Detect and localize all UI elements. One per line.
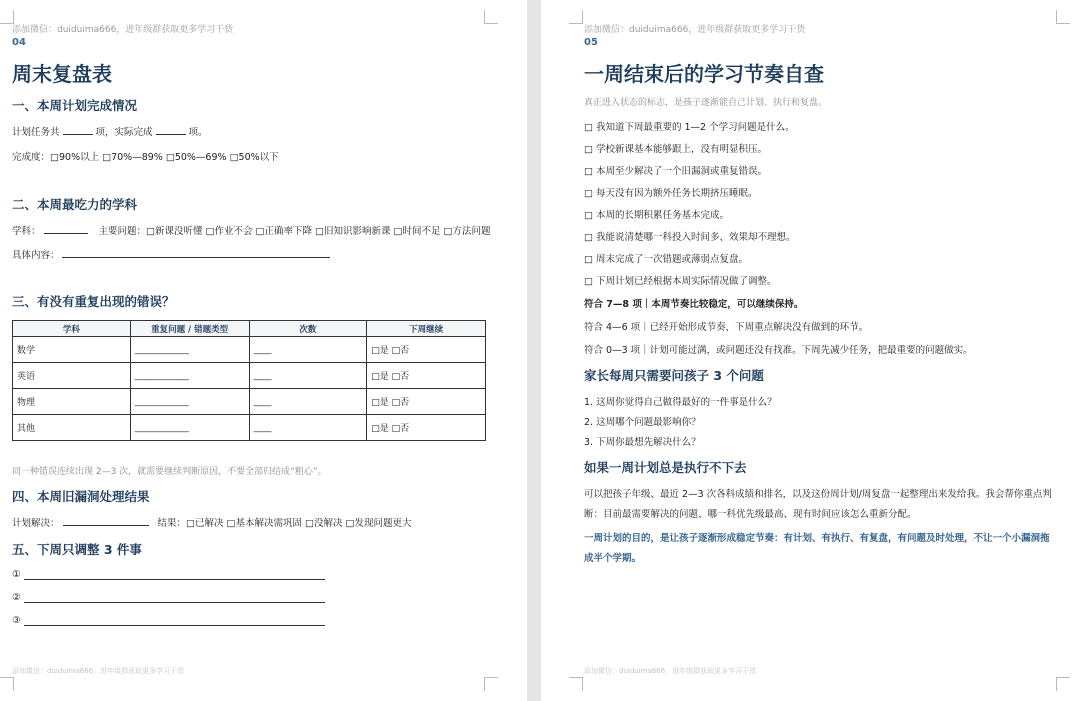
cell-continue[interactable]: □是 □否 — [367, 363, 486, 389]
closing-line-1: 一周计划的目的，是让孩子逐渐形成稳定节奏：有计划、有执行、有复盘，有问题及时处理，不让一个小漏洞拖 — [584, 533, 1050, 544]
adjust-item-2-blank[interactable] — [24, 602, 325, 603]
old-gaps-line — [12, 515, 412, 529]
col-header-count: 次数 — [249, 321, 367, 337]
page-number: 05 — [584, 37, 598, 48]
self-check-item-7[interactable]: □ 周末完成了一次错题或薄弱点复盘。 — [584, 254, 748, 265]
adjust-item-2-marker: ② — [12, 592, 21, 603]
adjust-item-1-marker: ① — [12, 569, 21, 580]
cell-count[interactable]: ____ — [249, 415, 367, 441]
cell-count[interactable]: ____ — [249, 337, 367, 363]
plan-done-blank[interactable] — [156, 126, 186, 135]
cell-count[interactable]: ____ — [249, 389, 367, 415]
self-check-item-1[interactable]: □ 我知道下周最重要的 1—2 个学习问题是什么。 — [584, 122, 795, 133]
self-check-item-6[interactable]: □ 我能说清楚哪一科投入时间多、效果却不理想。 — [584, 232, 796, 243]
page-title: 周末复盘表 — [12, 62, 112, 86]
plan-total-blank[interactable] — [63, 126, 93, 135]
table-row — [13, 337, 486, 363]
problem-options[interactable]: □新课没听懂 □作业不会 □正确率下降 □旧知识影响新课 □时间不足 □方法问题 — [146, 226, 491, 237]
crop-mark-top-right — [484, 10, 498, 24]
detail-blank[interactable] — [62, 257, 330, 258]
crop-mark-top-right — [1056, 10, 1070, 24]
cell-subject: 物理 — [13, 389, 131, 415]
score-low: 符合 0—3 项｜计划可能过满，或问题还没有找准。下周先减少任务，把最重要的问题做实。 — [584, 345, 973, 356]
plan-fail-paragraph-line-2: 断：目前最需要解决的问题、哪一科优先级最高、现有时间应该怎么重新分配。 — [584, 509, 917, 520]
footer-note: 添加微信：duiduima666，进年级群获取更多学习干货 — [12, 667, 185, 675]
result-label: 结果： — [157, 518, 187, 529]
repeated-errors-note: 同一种错误连续出现 2—3 次，就需要继续判断原因，不要全部归结成“粗心”。 — [12, 467, 327, 477]
page-number: 04 — [12, 37, 26, 48]
plan-done-suffix: 项。 — [188, 127, 208, 138]
subject-problem-line — [12, 223, 491, 237]
subject-blank[interactable] — [44, 225, 88, 234]
crop-mark-bottom-left — [0, 677, 14, 691]
page-04 — [0, 0, 527, 701]
detail-label: 具体内容： — [12, 250, 60, 261]
repeated-errors-table — [12, 320, 486, 441]
section-old-gaps-heading: 四、本周旧漏洞处理结果 — [12, 489, 150, 504]
adjust-item-1-blank[interactable] — [24, 579, 325, 580]
plan-solve-blank[interactable] — [63, 517, 149, 526]
plan-fail-paragraph-line-1: 可以把孩子年级、最近 2—3 次各科成绩和排名，以及这份周计划/周复盘一起整理出来发给我。我会帮你重点判 — [584, 489, 1052, 500]
completion-rate-options[interactable]: 完成度：□90%以上 □70%—89% □50%—69% □50%以下 — [12, 152, 279, 163]
cell-continue[interactable]: □是 □否 — [367, 415, 486, 441]
table-row — [13, 389, 486, 415]
section-hardest-subject-heading: 二、本周最吃力的学科 — [12, 197, 138, 212]
page-05 — [541, 0, 1080, 701]
subject-label: 学科： — [12, 226, 41, 237]
self-check-item-3[interactable]: □ 本周至少解决了一个旧漏洞或重复错误。 — [584, 166, 767, 177]
header-note: 添加微信：duiduima666，进年级群获取更多学习干货 — [12, 25, 234, 35]
adjust-item-3-blank[interactable] — [24, 625, 325, 626]
score-mid: 符合 4—6 项｜已经开始形成节奏，下周重点解决没有做到的环节。 — [584, 322, 869, 333]
col-header-continue: 下周继续 — [367, 321, 486, 337]
page-title: 一周结束后的学习节奏自查 — [584, 62, 824, 86]
col-header-subject: 学科 — [13, 321, 131, 337]
self-check-item-2[interactable]: □ 学校新课基本能够跟上，没有明显积压。 — [584, 144, 767, 155]
parent-question-3: 3. 下周你最想先解决什么？ — [584, 437, 701, 448]
cell-continue[interactable]: □是 □否 — [367, 389, 486, 415]
cell-error-type[interactable]: ____________ — [130, 337, 249, 363]
table-header-row — [13, 321, 486, 337]
cell-error-type[interactable]: ____________ — [130, 363, 249, 389]
result-options[interactable]: □已解决 □基本解决需巩固 □没解决 □发现问题更大 — [186, 518, 412, 529]
crop-mark-top-left — [569, 10, 583, 24]
cell-error-type[interactable]: ____________ — [130, 415, 249, 441]
plan-count-line — [12, 124, 208, 138]
plan-total-label: 计划任务共 — [12, 127, 60, 138]
self-check-item-8[interactable]: □ 下周计划已经根据本周实际情况做了调整。 — [584, 276, 777, 287]
cell-continue[interactable]: □是 □否 — [367, 337, 486, 363]
cell-count[interactable]: ____ — [249, 363, 367, 389]
intro-text: 真正进入状态的标志，是孩子逐渐能自己计划、执行和复盘。 — [584, 98, 828, 108]
section-next-week-heading: 五、下周只调整 3 件事 — [12, 542, 142, 557]
cell-subject: 英语 — [13, 363, 131, 389]
cell-subject: 数学 — [13, 337, 131, 363]
crop-mark-bottom-right — [1056, 677, 1070, 691]
plan-fail-heading: 如果一周计划总是执行不下去 — [584, 460, 747, 475]
closing-line-2: 成半个学期。 — [584, 553, 642, 564]
table-row — [13, 415, 486, 441]
self-check-item-5[interactable]: □ 本周的长期积累任务基本完成。 — [584, 210, 729, 221]
footer-note: 添加微信：duiduima666，进年级群获取更多学习干货 — [584, 667, 757, 675]
header-note: 添加微信：duiduima666，进年级群获取更多学习干货 — [584, 25, 806, 35]
plan-solve-label: 计划解决： — [12, 518, 60, 529]
table-row — [13, 363, 486, 389]
col-header-error-type: 重复问题 / 错题类型 — [130, 321, 249, 337]
parent-question-2: 2. 这周哪个问题最影响你？ — [584, 417, 701, 428]
parents-questions-heading: 家长每周只需要问孩子 3 个问题 — [584, 368, 764, 383]
crop-mark-bottom-right — [484, 677, 498, 691]
self-check-item-4[interactable]: □ 每天没有因为额外任务长期挤压睡眠。 — [584, 188, 758, 199]
adjust-item-3-marker: ③ — [12, 615, 21, 626]
cell-error-type[interactable]: ____________ — [130, 389, 249, 415]
problem-label: 主要问题： — [98, 226, 147, 237]
section-plan-completion-heading: 一、本周计划完成情况 — [12, 98, 138, 113]
parent-question-1: 1. 这周你觉得自己做得最好的一件事是什么？ — [584, 397, 777, 408]
crop-mark-bottom-left — [569, 677, 583, 691]
section-repeated-errors-heading: 三、有没有重复出现的错误？ — [12, 294, 175, 309]
cell-subject: 其他 — [13, 415, 131, 441]
score-high: 符合 7—8 项｜本周节奏比较稳定，可以继续保持。 — [584, 299, 804, 310]
plan-done-label: 项，实际完成 — [95, 127, 153, 138]
